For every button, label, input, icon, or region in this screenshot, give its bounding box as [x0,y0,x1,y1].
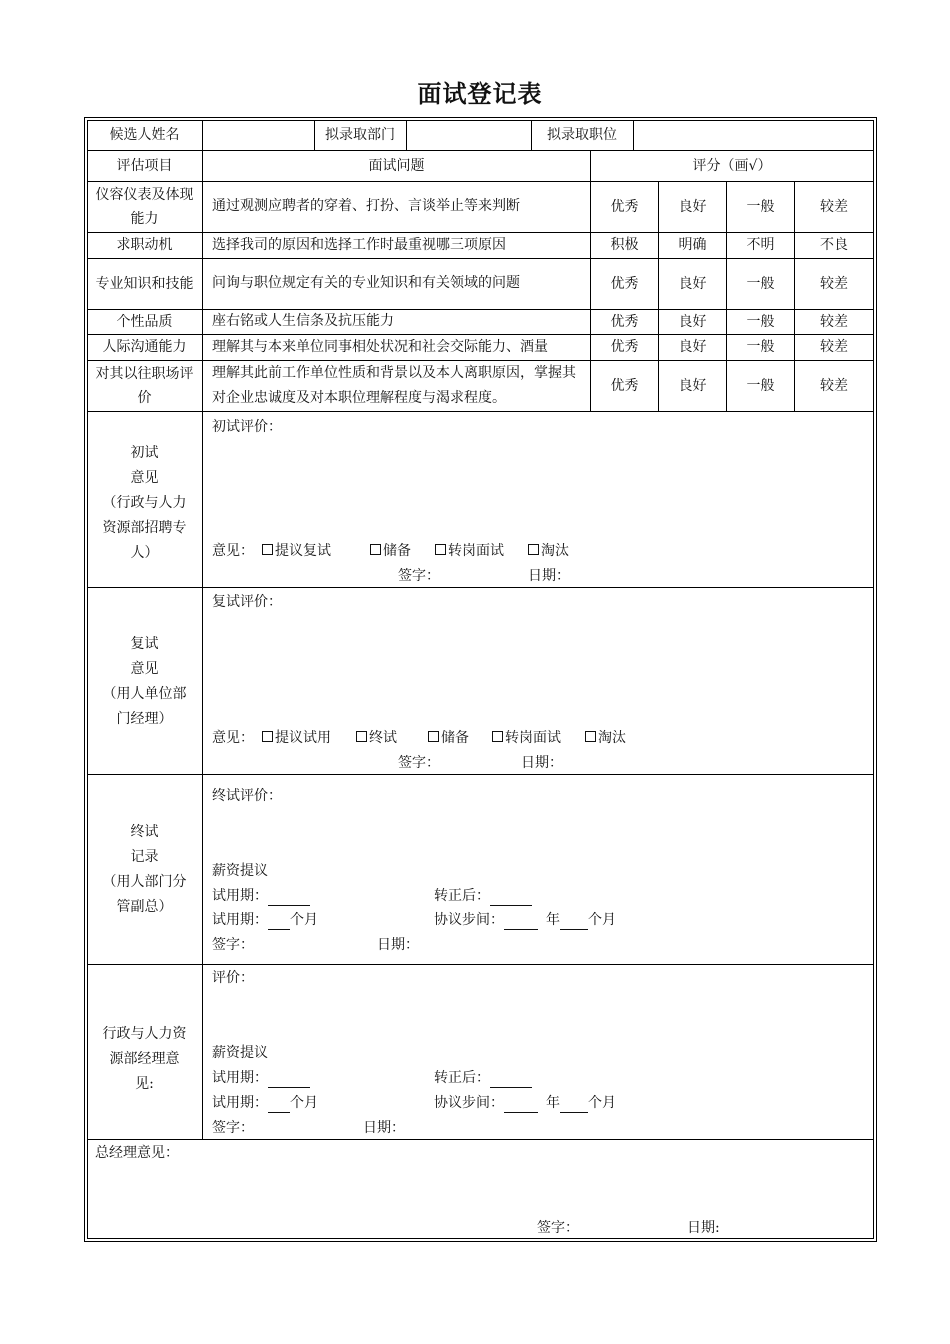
eval-item: 人际沟通能力 [102,339,187,355]
score-option[interactable]: 优秀 [610,313,639,330]
checkbox-icon[interactable] [356,731,367,742]
eval-question: 选择我司的原因和选择工作时最重视哪三项原因 [212,236,506,253]
score-option[interactable]: 优秀 [610,275,639,292]
gm-sign-label: 签字： [537,1220,579,1236]
score-option[interactable]: 良好 [678,198,707,215]
first-eval-label: 初试评价： [212,419,282,435]
score-option[interactable]: 较差 [820,339,848,355]
final-interview-label: 终试 记录 （用人部门分 管副总） [102,824,187,915]
checkbox-icon[interactable] [370,544,381,555]
eval-item: 仪容仪表及体现能力 [95,186,194,227]
final-step-field[interactable]: 协议步间： 年 个月 [434,912,616,928]
second-interview-label: 复试 意见 （用人单位部 门经理） [102,636,187,727]
checkbox-icon[interactable] [585,731,596,742]
checkbox-icon[interactable] [435,544,446,555]
hr-manager-label: 行政与人力资 源部经理意 见: [102,1026,187,1092]
choice-checkbox[interactable]: 终试 [356,728,397,748]
score-option[interactable]: 一般 [746,198,775,215]
final-regular-salary[interactable]: 转正后： [434,886,532,906]
dept-field[interactable] [407,120,531,150]
score-option[interactable]: 较差 [820,275,848,292]
page-title: 面试登记表 [417,80,543,108]
eval-question: 理解其与本来单位同事相处状况和社会交际能力、酒量 [212,338,548,355]
score-option[interactable]: 良好 [678,339,707,355]
second-sign-label: 签字： [398,755,440,771]
eval-item-header: 评估项目 [116,157,173,174]
second-opinion-label: 意见： [212,730,254,746]
eval-item: 对其以往职场评价 [95,365,194,406]
score-option[interactable]: 不明 [746,237,775,253]
first-opinion-label: 意见： [212,543,254,559]
score-option[interactable]: 较差 [820,313,848,330]
choice-checkbox[interactable]: 提议试用 [262,728,331,748]
checkbox-icon[interactable] [428,731,439,742]
score-option[interactable]: 一般 [746,313,775,330]
gm-date-label: 日期: [687,1220,720,1236]
score-option[interactable]: 积极 [610,237,639,253]
checkbox-icon[interactable] [262,544,273,555]
score-option[interactable]: 优秀 [610,339,639,355]
choice-checkbox[interactable]: 储备 [370,541,411,561]
score-option[interactable]: 较差 [820,377,848,394]
checkbox-icon[interactable] [492,731,503,742]
candidate-name-label: 候选人姓名 [109,127,180,143]
hr-salary-label: 薪资提议 [212,1045,268,1061]
final-salary-label: 薪资提议 [212,863,268,879]
score-option[interactable]: 良好 [678,377,707,394]
hr-probation-period[interactable]: 试用期： 个月 [212,1095,318,1111]
score-option[interactable]: 一般 [746,377,775,394]
choice-checkbox[interactable]: 淘汰 [585,728,626,748]
eval-item: 求职动机 [116,237,173,253]
hr-probation-salary[interactable]: 试用期： [212,1068,310,1088]
score-option[interactable]: 较差 [820,198,848,215]
score-option[interactable]: 优秀 [610,377,639,394]
second-eval-label: 复试评价： [212,594,282,610]
eval-question: 理解其此前工作单位性质和背景以及本人离职原因，掌握其对企业忠诚度及对本职位理解程度与渴求程度。 [212,364,576,406]
candidate-name-field[interactable] [203,120,314,150]
score-option[interactable]: 明确 [678,237,707,253]
position-field[interactable] [634,120,873,150]
first-sign-label: 签字： [398,568,440,584]
final-sign-label: 签字： [212,937,254,953]
final-date-label: 日期： [377,937,419,953]
score-option[interactable]: 良好 [678,313,707,330]
hr-sign-label: 签字： [212,1120,254,1136]
choice-checkbox[interactable]: 转岗面试 [435,541,504,561]
eval-score-header: 评分（画√） [692,157,772,174]
choice-checkbox[interactable]: 提议复试 [262,541,331,561]
dept-label: 拟录取部门 [325,127,395,143]
hr-regular-salary[interactable]: 转正后： [434,1068,532,1088]
first-date-label: 日期： [528,568,570,584]
hr-eval-label: 评价： [212,970,254,986]
gm-opinion-label: 总经理意见： [95,1145,179,1161]
eval-question: 座右铭或人生信条及抗压能力 [212,313,394,329]
choice-checkbox[interactable]: 转岗面试 [492,728,561,748]
eval-item: 个性品质 [116,313,173,330]
eval-question: 通过观测应聘者的穿着、打扮、言谈举止等来判断 [212,198,520,214]
score-option[interactable]: 一般 [746,275,775,292]
score-option[interactable]: 一般 [746,339,775,355]
hr-date-label: 日期： [363,1120,405,1136]
checkbox-icon[interactable] [262,731,273,742]
form-table [87,120,874,1239]
score-option[interactable]: 不良 [820,237,848,253]
checkbox-icon[interactable] [528,544,539,555]
score-option[interactable]: 优秀 [610,198,639,215]
eval-question: 问询与职位规定有关的专业知识和有关领域的问题 [212,275,520,291]
eval-item: 专业知识和技能 [95,275,194,292]
second-date-label: 日期： [521,755,563,771]
hr-step-field[interactable]: 协议步间： 年 个月 [434,1095,616,1111]
eval-question-header: 面试问题 [368,157,425,174]
first-interview-label: 初试 意见 （行政与人力 资源部招聘专 人） [102,445,187,561]
score-option[interactable]: 良好 [678,275,707,292]
choice-checkbox[interactable]: 储备 [428,728,469,748]
final-eval-label: 终试评价： [212,788,282,804]
position-label: 拟录取职位 [547,127,617,143]
final-probation-period[interactable]: 试用期： 个月 [212,912,318,928]
choice-checkbox[interactable]: 淘汰 [528,541,569,561]
final-probation-salary[interactable]: 试用期： [212,886,310,906]
